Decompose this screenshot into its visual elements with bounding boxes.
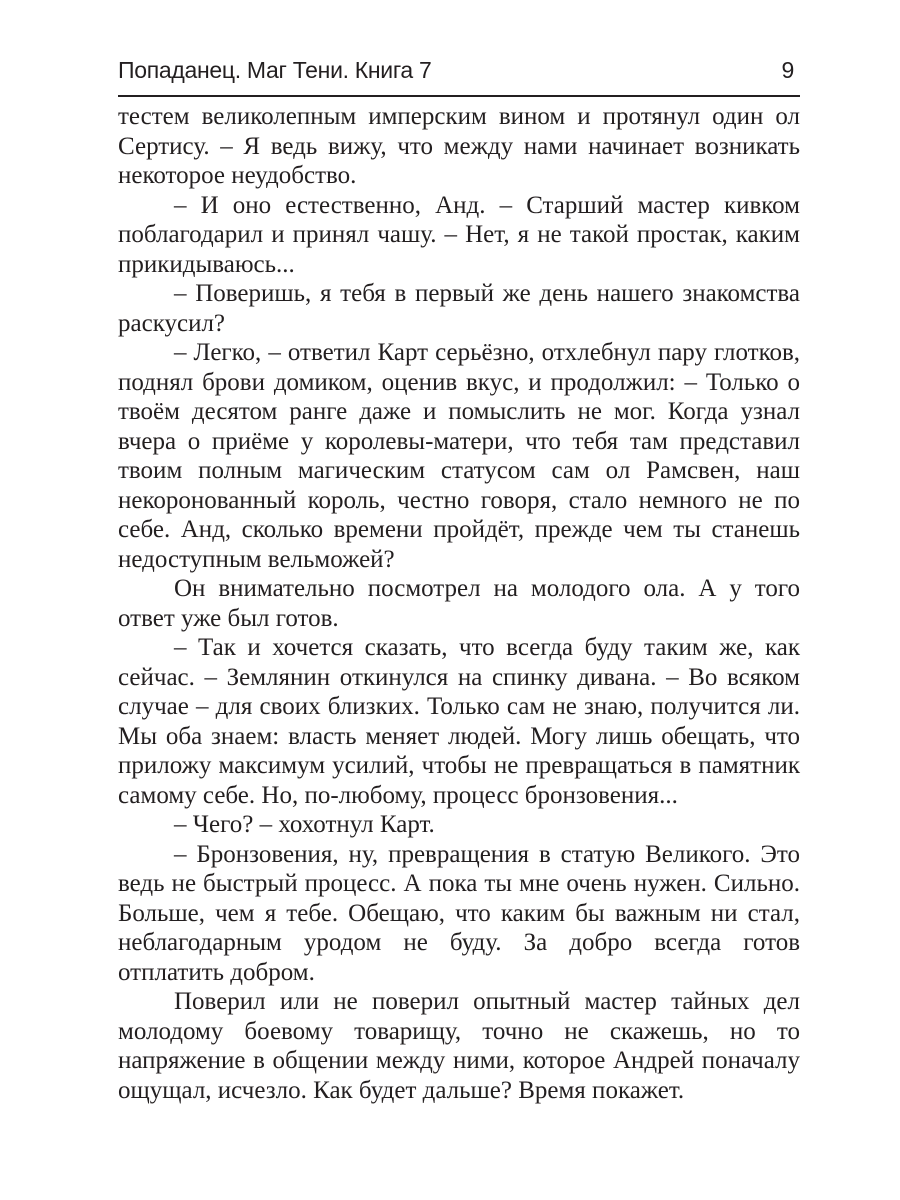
paragraph: – Поверишь, я тебя в первый же день нашего знакомства раскусил? [118, 280, 800, 337]
paragraph-continuation: тестем великолепным имперским вином и протянул один ол Сертису. – Я ведь вижу, что между нами начинает возникать некоторое неудобство. [118, 103, 800, 189]
paragraph: – Так и хочется сказать, что всегда буду таким же, как сейчас. – Землянин откинулся на спинку дивана. – Во всяком случае – для своих близких. Только сам не знаю, получится ли. Мы оба знаем: власть меняет людей. Могу лишь обещать, что приложу максимум усилий, чтобы не превращаться в памятник самому себе. Но, по-любому, процесс бронзовения... [118, 634, 800, 809]
running-head [118, 57, 800, 91]
paragraph: – И оно естественно, Анд. – Старший мастер кивком поблагодарил и принял чашу. – Нет, я не такой простак, каким прикидываюсь... [118, 191, 800, 278]
paragraph: – Легко, – ответил Карт серьёзно, отхлебнул пару глотков, поднял брови домиком, оценив вкус, и продолжил: – Только о твоём десятом ранге даже и помыслить не мог. Когда узнал вчера о приёме у королевы-матери, что тебя там представил твоим полным магическим статусом сам ол Рамсвен, наш некоронованный король, честно говоря, стало немного не по себе. Анд, сколько времени пройдёт, прежде чем ты станешь недоступным вельможей? [118, 339, 800, 573]
book-title: Попаданец. Маг Тени. Книга 7 [118, 57, 432, 83]
paragraph: Поверил или не поверил опытный мастер тайных дел молодому боевому товарищу, точно не скажешь, но то напряжение в общении между ними, которое Андрей поначалу ощущал, исчезло. Как будет дальше? Время покажет. [118, 988, 800, 1104]
paragraph: – Чего? – хохотнул Карт. [174, 811, 435, 838]
paragraph: Он внимательно посмотрел на молодого ола. А у того ответ уже был готов. [118, 575, 800, 632]
page-number: 9 [781, 57, 794, 83]
header-rule [118, 95, 800, 97]
text-body [118, 102, 800, 1105]
paragraph: – Бронзовения, ну, превращения в статую Великого. Это ведь не быстрый процесс. А пока ты мне очень нужен. Сильно. Больше, чем я тебе. Обещаю, что каким бы важным ни стал, неблагодарным уродом не буду. За добро всегда готов отплатить добром. [118, 840, 800, 986]
